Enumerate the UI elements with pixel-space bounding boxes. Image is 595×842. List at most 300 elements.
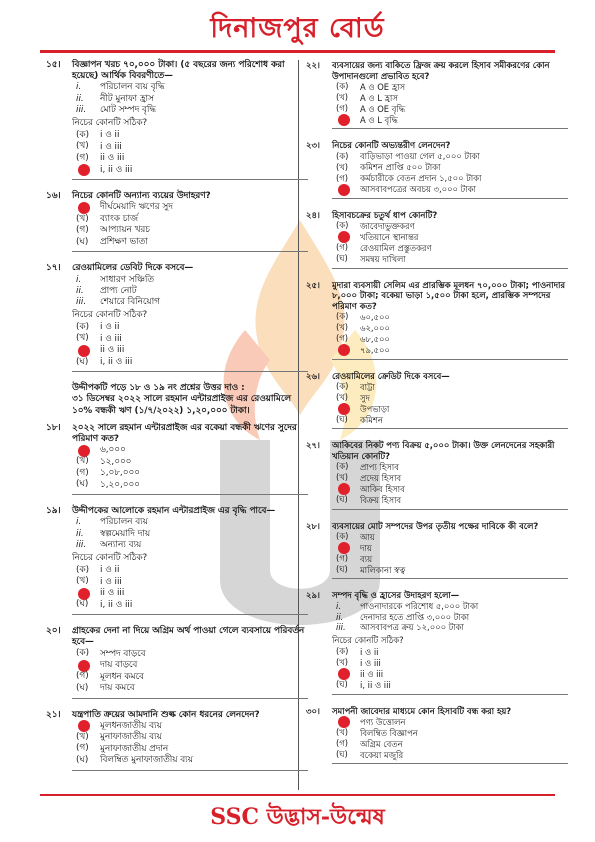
option-text: ৭৯,৫০০	[360, 344, 390, 355]
mcq-question	[46, 60, 308, 185]
answer-option	[336, 647, 568, 658]
option-label: (ঘ)	[336, 748, 348, 759]
statement-text: প্রাপ্য নোট	[100, 285, 137, 296]
statement-label: iii.	[76, 296, 87, 307]
question-separator	[332, 694, 568, 695]
option-marker	[336, 253, 360, 265]
option-text: i ও iii	[100, 333, 122, 344]
statement-item	[76, 297, 308, 308]
option-marker	[76, 648, 100, 660]
mcq-question	[306, 210, 568, 274]
option-marker	[76, 479, 100, 491]
answer-option	[336, 392, 568, 403]
option-text: A ও OE হ্রাস	[360, 81, 406, 92]
answer-option	[76, 588, 308, 600]
option-text: i ও ii	[100, 565, 120, 576]
question-separator	[72, 371, 308, 372]
answer-option	[336, 92, 568, 103]
answer-option	[336, 345, 568, 356]
answer-option	[336, 553, 568, 564]
question-text: গ্রাহকের দেনা না দিয়ে অগ্রিম অর্থ পাওয়া গেলে ব্যবসায়ে পরিবর্তন হবে—	[72, 626, 305, 648]
option-text: i ও iii	[100, 576, 122, 587]
question-separator	[72, 614, 308, 615]
option-text: ৬০,৫০০	[360, 311, 390, 322]
option-label: (খ)	[336, 161, 349, 172]
answer-option	[336, 484, 568, 495]
option-label: (ক)	[336, 530, 349, 541]
option-text: i, ii ও iii	[100, 599, 133, 610]
option-marker	[76, 225, 100, 237]
option-marker	[76, 202, 100, 214]
option-marker	[76, 214, 100, 226]
question-prompt: নিচের কোনটি সঠিক?	[332, 635, 404, 646]
option-marker	[76, 565, 100, 577]
option-text: ii ও iii	[100, 153, 125, 164]
question-body	[332, 371, 568, 435]
option-text: রেওয়ামিল প্রস্তুতকরণ	[360, 242, 432, 253]
answer-option	[76, 165, 308, 177]
option-text: ii ও iii	[100, 588, 125, 599]
option-text: দায় বাড়বে	[100, 660, 138, 671]
option-label: (ক)	[76, 129, 90, 140]
question-text: সমাপনী জাবেদার মাধ্যমে কোন হিসাবটি বন্ধ করা হয়?	[332, 705, 512, 716]
option-text: i ও iii	[100, 141, 122, 152]
option-text: ১২,০০০	[100, 456, 132, 467]
statement-text: মোট সম্পদ বৃদ্ধি	[100, 104, 156, 115]
statement-label: ii.	[76, 93, 84, 104]
option-label: (খ)	[76, 333, 89, 344]
option-text: ১,২০,০০০	[100, 479, 140, 490]
question-body	[72, 263, 308, 377]
question-number: ২৬।	[306, 370, 320, 381]
statement-label: ii.	[336, 611, 344, 622]
option-text: প্রাপ্য হিসাব	[360, 461, 399, 472]
answer-option	[336, 81, 568, 92]
option-label: (খ)	[336, 391, 349, 402]
option-text: দায়	[360, 542, 372, 553]
answer-option	[76, 468, 308, 480]
option-text: আপ্যায়ন খরচ	[100, 225, 150, 236]
answer-option	[76, 660, 308, 672]
option-text: বিলম্বিত মুনাফাজাতীয় ব্যয়	[100, 755, 193, 766]
correct-answer-dot	[78, 660, 90, 672]
option-text: i, ii ও iii	[100, 164, 133, 175]
option-label: (খ)	[336, 91, 349, 102]
question-separator	[332, 268, 568, 269]
question-number: ২৭।	[306, 440, 320, 451]
answer-option	[76, 744, 308, 756]
answer-option	[76, 480, 308, 492]
option-text: মুনাফাজাতীয় প্রদান	[100, 743, 169, 754]
option-marker	[76, 237, 100, 249]
option-text: প্রদেয় হিসাব	[360, 472, 402, 483]
answer-option	[76, 322, 308, 334]
question-separator	[332, 198, 568, 199]
statement-item	[336, 622, 568, 633]
answer-option	[336, 381, 568, 392]
question-text: ২০২২ সালে রহমান এন্টারপ্রাইজ এর বকেয়া বন্ধকী ঋণের সুদের পরিমাণ কত?	[72, 422, 297, 444]
mcq-question	[46, 710, 308, 776]
question-prompt: নিচের কোনটি সঠিক?	[72, 310, 148, 321]
option-text: খতিয়ানে স্থানান্তর	[360, 231, 419, 242]
mcq-question	[306, 521, 568, 585]
option-text: মূলধনজাতীয় ব্যয়	[100, 720, 162, 731]
option-text: ৬,০০০	[100, 445, 126, 456]
question-body	[72, 626, 308, 703]
option-text: অগ্রিম বেতন	[360, 738, 403, 749]
mcq-question	[306, 706, 568, 770]
statement-text: পরিচালন ব্যয়	[100, 517, 148, 528]
option-marker	[76, 660, 100, 672]
footer-rule	[40, 794, 555, 796]
answer-option	[76, 237, 308, 249]
question-text: উদ্দীপকের আলোকে রহমান এন্টারপ্রাইজ এর বৃদ্ধি পাবে—	[72, 506, 276, 517]
answer-option	[76, 671, 308, 683]
option-text: ব্যাংক চার্জ	[100, 213, 138, 224]
statement-label: ii.	[76, 285, 84, 296]
answer-option	[336, 114, 568, 125]
answer-option	[336, 473, 568, 484]
option-label: (গ)	[76, 671, 89, 682]
option-text: i ও ii	[360, 646, 379, 657]
question-text: নিচের কোনটি অন্যান্য ব্যয়ের উদাহরণ?	[72, 191, 211, 202]
question-number: ২৯।	[306, 590, 320, 601]
answer-option	[336, 184, 568, 195]
question-separator	[72, 494, 308, 495]
statement-text: নীট মুনাফা হ্রাস	[100, 93, 154, 104]
option-label: (ঘ)	[336, 679, 348, 690]
option-label: (ঘ)	[336, 253, 348, 264]
option-label: (ঘ)	[76, 356, 89, 367]
correct-answer-dot	[78, 588, 90, 600]
left-column	[46, 60, 308, 782]
option-marker	[76, 130, 100, 142]
question-separator	[72, 698, 308, 699]
statement-text: পাওনাদারকে পরিশোধ ৫,০০০ টাকা	[360, 601, 479, 612]
statement-text: আসবাবপত্র ক্রয় ১২,০০০ টাকা	[360, 622, 464, 633]
option-text: A ও L বৃদ্ধি	[360, 114, 398, 125]
statement-text: শেয়ারে বিনিয়োগ	[100, 296, 160, 307]
question-body	[72, 423, 308, 500]
option-label: (গ)	[336, 333, 349, 344]
answer-option	[336, 243, 568, 254]
question-text: নিচের কোনটি অভ্যন্তরীণ লেনদেন?	[332, 140, 451, 151]
option-marker	[76, 671, 100, 683]
option-marker	[76, 153, 100, 165]
option-label: (ঘ)	[76, 599, 89, 610]
option-marker	[76, 576, 100, 588]
question-body	[72, 710, 308, 776]
question-number: ২৩।	[306, 140, 320, 151]
option-label: (ঘ)	[336, 563, 348, 574]
question-number: ১৭।	[46, 263, 61, 274]
statement-label: iii.	[336, 622, 346, 633]
option-text: দীর্ঘমেয়াদি ঋণের সুদ	[100, 202, 173, 213]
statement-text: পরিচালন ব্যয় বৃদ্ধি	[100, 82, 165, 93]
option-label: (খ)	[76, 576, 89, 587]
correct-answer-dot	[78, 202, 90, 214]
statement-label: i.	[76, 274, 82, 285]
option-marker	[336, 344, 360, 356]
correct-answer-dot	[338, 114, 350, 126]
statement-item	[76, 82, 308, 93]
statement-text: সাধারণ সঞ্চিতি	[100, 274, 154, 285]
option-label: (ক)	[336, 220, 349, 231]
option-text: দায় কমবে	[100, 683, 135, 694]
option-label: (ক)	[336, 380, 349, 391]
question-body	[332, 590, 568, 699]
option-label: (ঘ)	[76, 236, 89, 247]
option-label: (খ)	[336, 322, 349, 333]
question-number: ২৫।	[306, 279, 320, 290]
option-label: (গ)	[76, 152, 89, 163]
answer-option	[76, 225, 308, 237]
right-column	[306, 60, 568, 775]
question-body	[332, 706, 568, 770]
option-marker	[336, 184, 360, 196]
option-label: (ক)	[336, 646, 349, 657]
answer-option	[336, 749, 568, 760]
option-label: (ঘ)	[336, 494, 348, 505]
answer-option	[76, 683, 308, 695]
answer-option	[336, 680, 568, 691]
option-label: (গ)	[336, 102, 349, 113]
answer-option	[336, 564, 568, 575]
option-marker	[76, 755, 100, 767]
question-number: ২৪।	[306, 210, 320, 221]
option-marker	[76, 732, 100, 744]
question-body	[332, 60, 568, 134]
statement-label: iii.	[76, 104, 87, 115]
question-text: রেওয়ামিলের ডেবিট দিকে বসবে—	[72, 263, 194, 274]
question-body	[332, 140, 568, 204]
statement-item	[76, 540, 308, 551]
statement-item	[76, 94, 308, 105]
question-number: ২৮।	[306, 520, 320, 531]
answer-option	[76, 345, 308, 357]
answer-option	[76, 600, 308, 612]
option-marker	[76, 345, 100, 357]
answer-option	[336, 716, 568, 727]
question-separator	[72, 770, 308, 771]
option-text: ১,০৮,০০০	[100, 468, 140, 479]
option-text: আকিব হিসাব	[360, 483, 405, 494]
correct-answer-dot	[78, 445, 90, 457]
option-label: (ঘ)	[336, 413, 348, 424]
option-text: কর্মচারীকে বেতন প্রদান ১,৫০০ টাকা	[360, 173, 482, 184]
question-separator	[332, 509, 568, 510]
mcq-question	[46, 263, 308, 377]
answer-option	[336, 414, 568, 425]
answer-option	[76, 357, 308, 369]
question-text: মুদারা ব্যবসায়ী সেলিম এর প্রারম্ভিক মূলধন ৭০,০০০ টাকা; পাওনাদার ৮,০০০ টাকা; বকেয়া ভাড়া ১,৫০০ টাকা হলে, প্রারম্ভিক সম্পদের পরিমাণ কত?	[332, 279, 566, 312]
option-label: (খ)	[336, 657, 349, 668]
question-body	[332, 440, 568, 514]
option-marker	[76, 164, 100, 176]
option-marker	[336, 414, 360, 426]
option-marker	[336, 679, 360, 691]
answer-option	[336, 162, 568, 173]
statement-item	[76, 105, 308, 116]
statement-item	[336, 612, 568, 623]
question-text: হিসাবচক্রের চতুর্থ ধাপ কোনটি?	[332, 210, 438, 221]
mcq-question	[306, 440, 568, 514]
option-marker	[336, 749, 360, 761]
option-label: (খ)	[76, 141, 89, 152]
option-text: ৬২,০০০	[360, 322, 390, 333]
option-text: i ও ii	[100, 322, 120, 333]
question-number: ১৮।	[46, 422, 61, 433]
option-label: (খ)	[336, 472, 349, 483]
mcq-question	[46, 191, 308, 257]
statement-item	[76, 275, 308, 286]
mcq-question	[46, 626, 308, 703]
statement-text: দেনাদার হতে প্রাপ্তি ৩,০০০ টাকা	[360, 611, 470, 622]
statement-item	[76, 529, 308, 540]
option-text: মুনাফাজাতীয় ব্যয়	[100, 732, 162, 743]
option-marker	[76, 333, 100, 345]
answer-option	[336, 103, 568, 114]
footer-banner: SSC উদ্ভাস-উন্মেষ	[210, 804, 385, 830]
question-text: সম্পদ বৃদ্ধি ও হ্রাসের উদাহরণ হলো—	[332, 590, 460, 601]
answer-option	[76, 648, 308, 660]
answer-option	[76, 732, 308, 744]
question-number: ১৫।	[46, 60, 61, 70]
option-label: (গ)	[336, 172, 349, 183]
option-label: (ক)	[76, 564, 90, 575]
question-number: ২২।	[306, 60, 320, 70]
answer-option	[336, 669, 568, 680]
option-label: (গ)	[76, 743, 89, 754]
answer-option	[76, 130, 308, 142]
passage-intro: উদ্দীপকটি পড়ে ১৮ ও ১৯ নং প্রশ্নের উত্তর দাও :	[72, 383, 245, 394]
answer-option	[336, 403, 568, 414]
correct-answer-dot	[78, 720, 90, 732]
option-marker	[336, 564, 360, 576]
question-prompt: নিচের কোনটি সঠিক?	[72, 552, 148, 563]
option-label: (ক)	[336, 311, 349, 322]
answer-option	[336, 738, 568, 749]
question-text: যন্ত্রপাতি ক্রয়ের আমদানি শুল্ক কোন ধরনের লেনদেন?	[72, 709, 260, 720]
answer-option	[336, 495, 568, 506]
question-text: ব্যবসায়ের জন্য বাকিতে ফ্রিজ ক্রয় করলে হিসাব সমীকরণের কোন উপাদানগুলো প্রভাবিত হবে?	[332, 60, 550, 81]
option-text: i ও ii	[100, 130, 120, 141]
correct-answer-dot	[338, 344, 350, 356]
question-body	[332, 280, 568, 365]
answer-option	[336, 232, 568, 243]
question-separator	[332, 128, 568, 129]
option-text: বিলম্বিত বিজ্ঞাপন	[360, 727, 418, 738]
option-label: (গ)	[336, 737, 349, 748]
option-label: (ক)	[336, 461, 349, 472]
option-marker	[336, 114, 360, 126]
question-text: রেওয়ামিলের ক্রেডিট দিকে বসবে—	[332, 370, 450, 381]
answer-option	[76, 755, 308, 767]
question-separator	[72, 179, 308, 180]
answer-option	[336, 323, 568, 334]
answer-option	[76, 721, 308, 733]
option-label: (ক)	[336, 150, 349, 161]
option-label: (গ)	[76, 225, 89, 236]
option-marker	[336, 494, 360, 506]
option-label: (ক)	[76, 321, 90, 332]
question-separator	[332, 359, 568, 360]
option-text: বাড়িভাড়া পাওয়া গেল ৫,০০০ টাকা	[360, 151, 480, 162]
statement-item	[76, 517, 308, 528]
option-marker	[76, 588, 100, 600]
option-label: (গ)	[336, 552, 349, 563]
answer-option	[76, 153, 308, 165]
answer-option	[336, 254, 568, 265]
correct-answer-dot	[78, 345, 90, 357]
mcq-question	[46, 506, 308, 620]
title-rule	[40, 50, 555, 53]
question-body	[72, 506, 308, 620]
option-label: (গ)	[76, 467, 89, 478]
question-body	[72, 191, 308, 257]
answer-option	[76, 334, 308, 346]
statement-item	[76, 286, 308, 297]
option-text: বাট্টা	[360, 381, 375, 392]
question-prompt: নিচের কোনটি সঠিক?	[72, 117, 148, 128]
option-text: প্রশিক্ষণ ভাতা	[100, 236, 148, 247]
option-text: A ও L হ্রাস	[360, 92, 398, 103]
statement-item	[336, 601, 568, 612]
answer-option	[76, 445, 308, 457]
question-text: ব্যবসায়ের মোট সম্পদের উপর তৃতীয় পক্ষের দাবিকে কী বলে?	[332, 520, 539, 531]
option-marker	[76, 456, 100, 468]
option-label: (ক)	[336, 80, 349, 91]
option-text: সম্পদ বাড়বে	[100, 648, 146, 659]
option-text: ৬৮,৫০০	[360, 333, 390, 344]
statement-label: iii.	[76, 539, 87, 550]
option-text: A ও OE বৃদ্ধি	[360, 103, 405, 114]
option-label: (খ)	[336, 726, 349, 737]
option-marker	[76, 357, 100, 369]
correct-answer-dot	[78, 164, 90, 176]
question-body	[72, 60, 308, 185]
mcq-question	[306, 280, 568, 365]
answer-option	[76, 214, 308, 226]
question-separator	[332, 763, 568, 764]
question-text: বিজ্ঞাপন খরচ ৭০,০০০ টাকা। (৫ বছরের জন্য পরিশোধ করা হয়েছে) আর্থিক বিবরণীতে—	[72, 60, 285, 82]
option-marker	[76, 322, 100, 334]
question-body	[332, 210, 568, 274]
statement-text: স্বল্পমেয়াদি দায়	[100, 528, 151, 539]
mcq-question	[306, 140, 568, 204]
option-text: সুদ	[360, 392, 370, 403]
answer-option	[336, 727, 568, 738]
option-marker	[76, 720, 100, 732]
option-text: বকেয়া মজুরি	[360, 749, 404, 760]
option-label: (খ)	[76, 731, 89, 742]
mcq-question	[306, 371, 568, 435]
question-separator	[332, 428, 568, 429]
option-text: আয়	[360, 531, 375, 542]
option-label: (ঘ)	[76, 682, 89, 693]
option-marker	[76, 141, 100, 153]
question-separator	[332, 578, 568, 579]
option-text: কমিশন প্রাপ্তি ৫০০ টাকা	[360, 162, 441, 173]
option-label: (ক)	[76, 648, 90, 659]
option-text: কমিশন	[360, 414, 383, 425]
passage-text: ৩১ ডিসেম্বর ২০২২ সালে রহমান এন্টারপ্রাইজ এর রেওয়ামিলে ১০% বন্ধকী ঋণ (১/৭/২০২২) ১,২০,০০০ টাকা।	[72, 394, 291, 416]
statement-label: i.	[76, 517, 82, 528]
correct-answer-dot	[338, 184, 350, 196]
option-marker	[76, 743, 100, 755]
question-text: আকিবের নিকট পণ্য বিক্রয় ৫,০০০ টাকা। উক্ত লেনদেনের সহকারী খতিয়ান কোনটি?	[332, 440, 555, 462]
answer-option	[336, 462, 568, 473]
